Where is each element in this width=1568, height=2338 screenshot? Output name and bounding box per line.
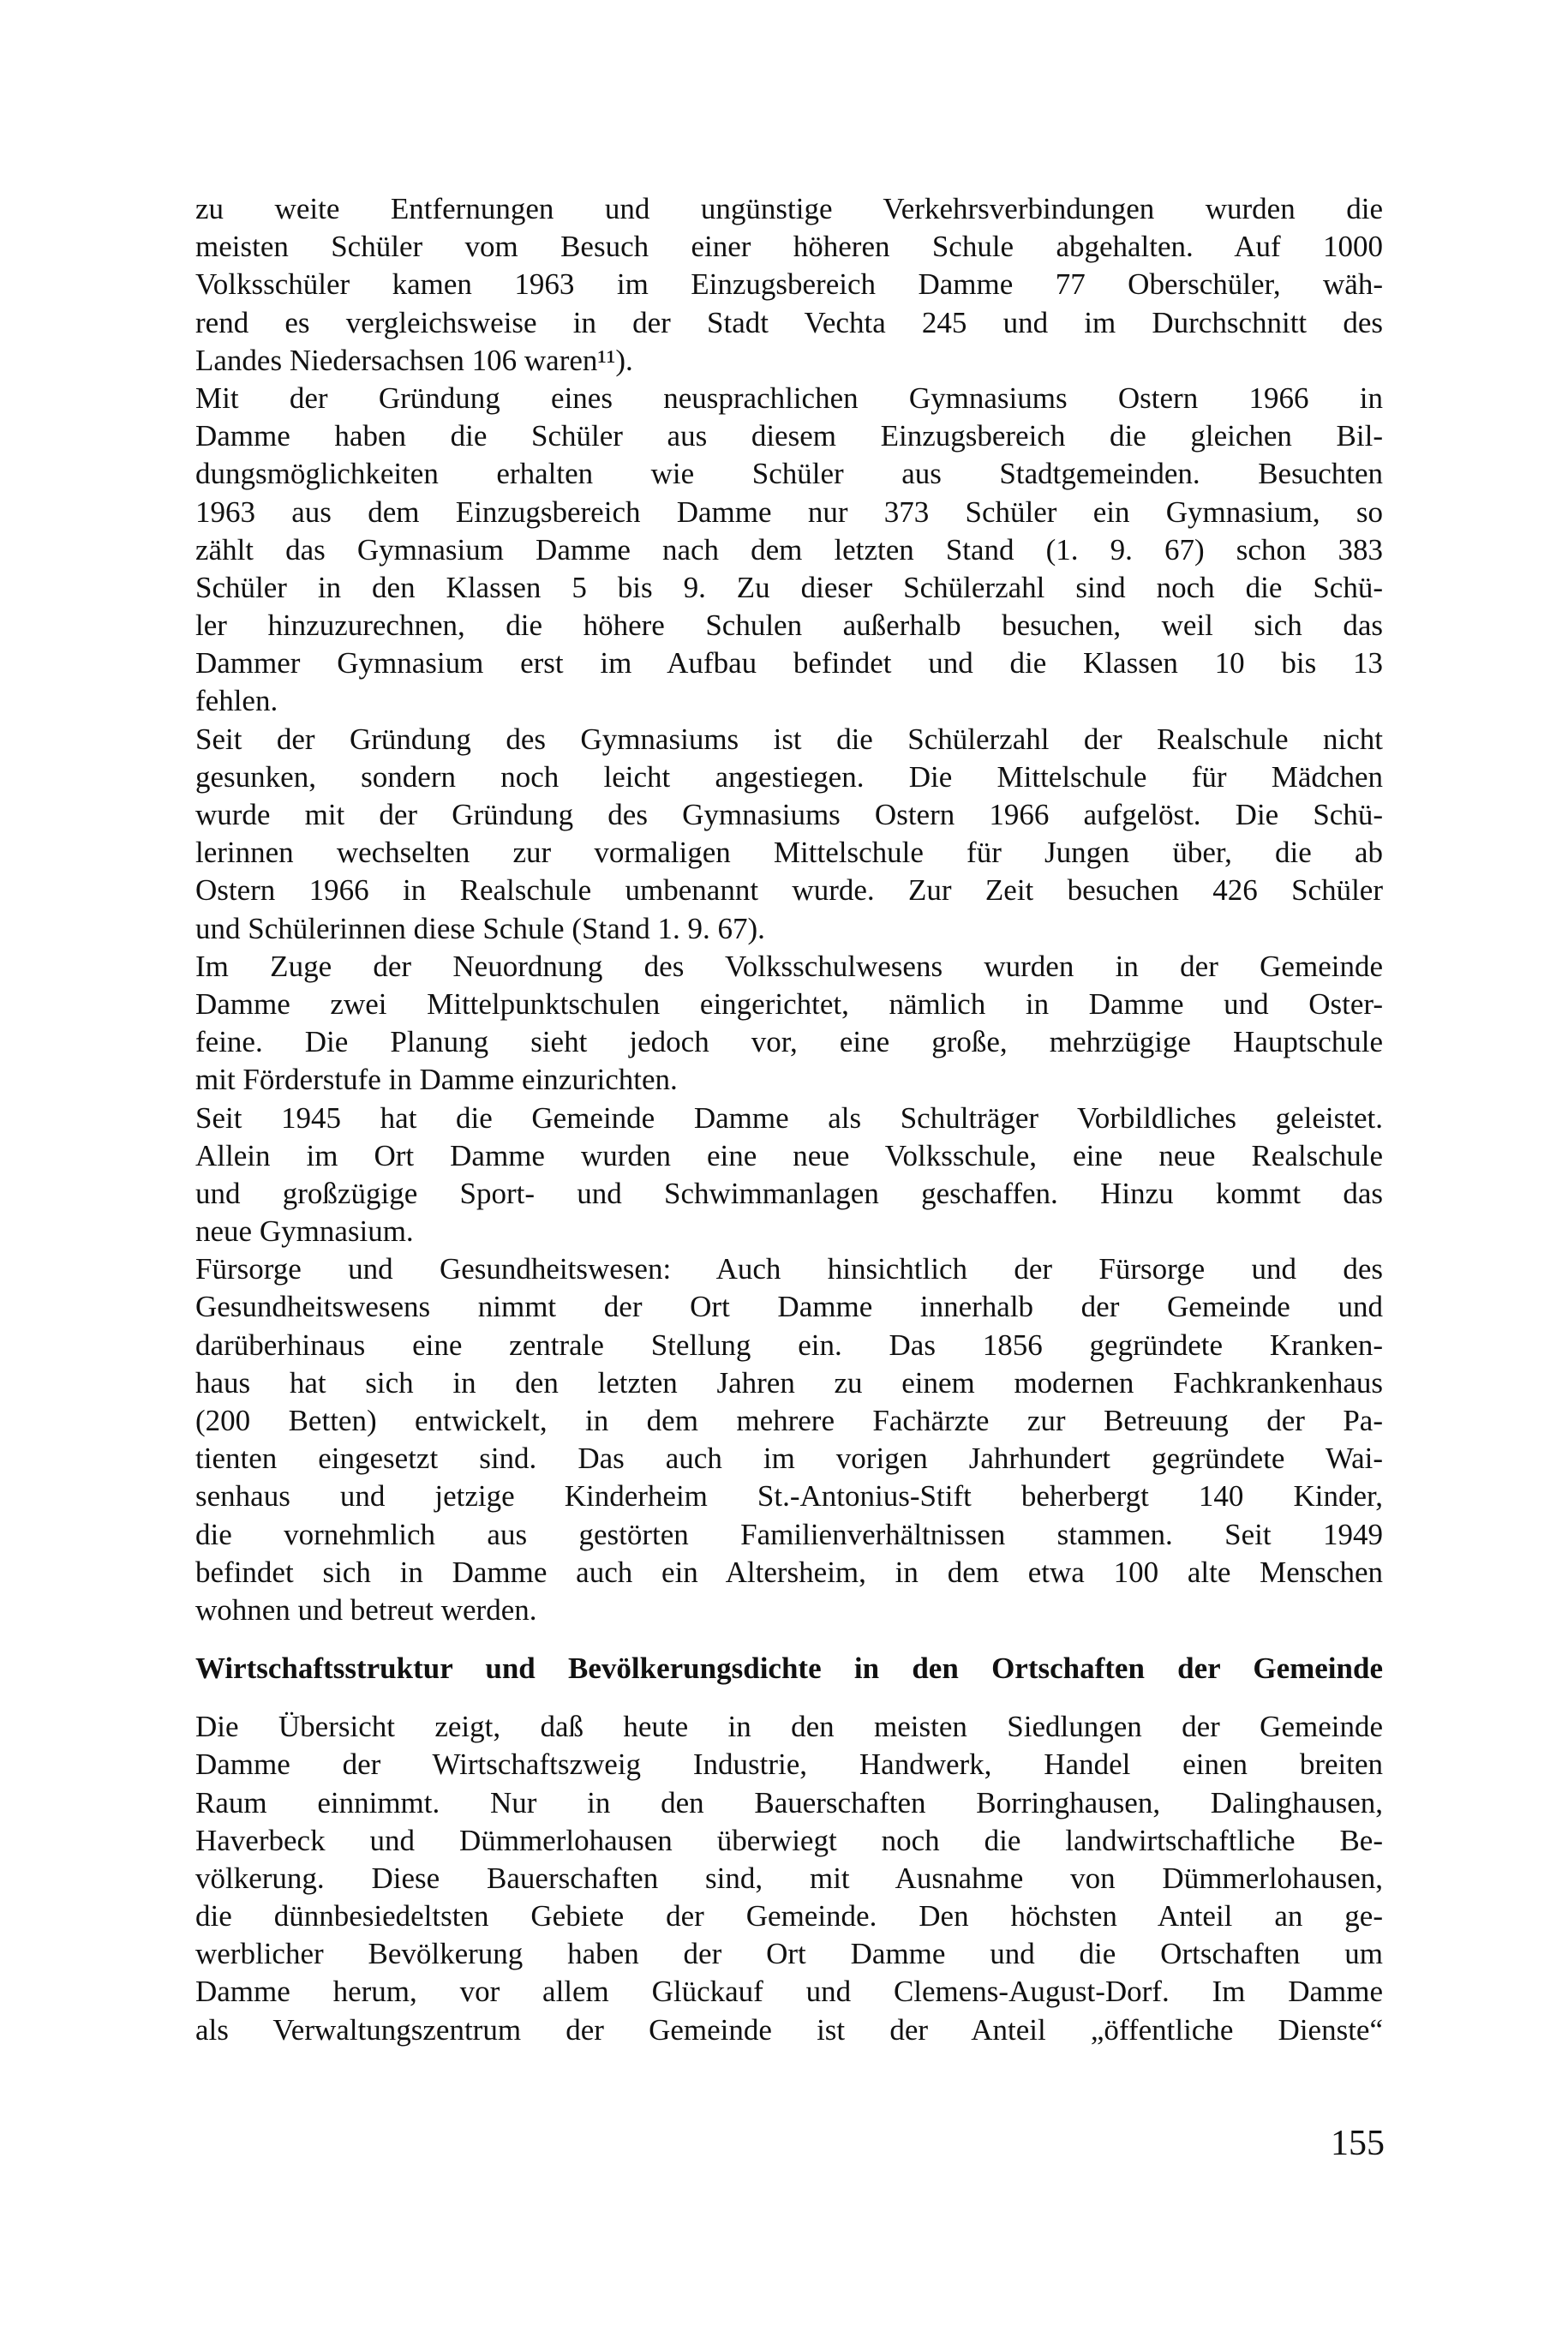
text-line: Dammer Gymnasium erst im Aufbau befindet und die Klassen 10 bis 13 bbox=[195, 646, 1383, 680]
text-line: darüberhinaus eine zentrale Stellung ein. Das 1856 gegründete Kranken- bbox=[195, 1328, 1383, 1362]
text-line: Seit der Gründung des Gymnasiums ist die Schülerzahl der Realschule nicht bbox=[195, 722, 1383, 756]
text-line: haus hat sich in den letzten Jahren zu einem modernen Fachkrankenhaus bbox=[195, 1365, 1383, 1400]
text-line: Damme haben die Schüler aus diesem Einzugsbereich die gleichen Bil- bbox=[195, 419, 1383, 453]
text-line: und Schülerinnen diese Schule (Stand 1. 9. 67). bbox=[195, 911, 765, 945]
text-line: Volksschüler kamen 1963 im Einzugsbereich Damme 77 Oberschüler, wäh- bbox=[195, 267, 1383, 302]
text-line: werblicher Bevölkerung haben der Ort Damme und die Ortschaften um bbox=[195, 1937, 1383, 1971]
text-line: senhaus und jetzige Kinderheim St.-Antonius-Stift beherbergt 140 Kinder, bbox=[195, 1479, 1383, 1514]
text-line: (200 Betten) entwickelt, in dem mehrere Fachärzte zur Betreuung der Pa- bbox=[195, 1404, 1383, 1437]
text-line: tienten eingesetzt sind. Das auch im vorigen Jahrhundert gegründete Wai- bbox=[195, 1442, 1383, 1476]
text-line: lerinnen wechselten zur vormaligen Mittelschule für Jungen über, die ab bbox=[195, 836, 1383, 870]
text-line: die dünnbesiedeltsten Gebiete der Gemeinde. Den höchsten Anteil an ge- bbox=[195, 1899, 1383, 1933]
text-line: rend es vergleichsweise in der Stadt Vechta 245 und im Durchschnitt des bbox=[195, 305, 1383, 339]
text-line: Haverbeck und Dümmerlohausen überwiegt noch die landwirtschaftliche Be- bbox=[195, 1823, 1383, 1857]
text-line: Allein im Ort Damme wurden eine neue Volksschule, eine neue Realschule bbox=[195, 1138, 1383, 1172]
paragraph-1 bbox=[195, 190, 1383, 380]
text-line: feine. Die Planung sieht jedoch vor, eine große, mehrzügige Hauptschule bbox=[195, 1025, 1383, 1059]
text-line: Im Zuge der Neuordnung des Volksschulwesens wurden in der Gemeinde bbox=[195, 949, 1383, 983]
text-line: Fürsorge und Gesundheitswesen: Auch hinsichtlich der Fürsorge und des bbox=[195, 1252, 1383, 1286]
text-line: Seit 1945 hat die Gemeinde Damme als Schulträger Vorbildliches geleistet. bbox=[195, 1100, 1383, 1135]
text-line: Damme zwei Mittelpunktschulen eingerichtet, nämlich in Damme und Oster- bbox=[195, 986, 1383, 1021]
text-line: Landes Niedersachsen 106 waren¹¹). bbox=[195, 343, 633, 377]
text-line: ler hinzuzurechnen, die höhere Schulen außerhalb besuchen, weil sich das bbox=[195, 608, 1383, 643]
text-line: dungsmöglichkeiten erhalten wie Schüler aus Stadtgemeinden. Besuchten bbox=[195, 457, 1383, 491]
paragraph-3 bbox=[195, 721, 1383, 948]
text-line: völkerung. Diese Bauerschaften sind, mit Ausnahme von Dümmerlohausen, bbox=[195, 1861, 1383, 1895]
text-line: Damme der Wirtschaftszweig Industrie, Handwerk, Handel einen breiten bbox=[195, 1748, 1383, 1782]
text-line: als Verwaltungszentrum der Gemeinde ist der Anteil „öffentliche Dienste“ bbox=[195, 2012, 1383, 2047]
text-line: Raum einnimmt. Nur in den Bauerschaften Borringhausen, Dalinghausen, bbox=[195, 1785, 1383, 1819]
text-line: Mit der Gründung eines neusprachlichen Gymnasiums Ostern 1966 in bbox=[195, 381, 1383, 415]
text-line: die vornehmlich aus gestörten Familienverhältnissen stammen. Seit 1949 bbox=[195, 1517, 1383, 1551]
text-line: Damme herum, vor allem Glückauf und Clemens-August-Dorf. Im Damme bbox=[195, 1975, 1383, 2009]
text-line: Ostern 1966 in Realschule umbenannt wurde. Zur Zeit besuchen 426 Schüler bbox=[195, 873, 1383, 908]
paragraph-2 bbox=[195, 380, 1383, 721]
text-line: meisten Schüler vom Besuch einer höheren Schule abgehalten. Auf 1000 bbox=[195, 230, 1383, 264]
text-line: befindet sich in Damme auch ein Altersheim, in dem etwa 100 alte Menschen bbox=[195, 1555, 1383, 1589]
text-line: wurde mit der Gründung des Gymnasiums Ostern 1966 aufgelöst. Die Schü- bbox=[195, 798, 1383, 831]
text-line: fehlen. bbox=[195, 684, 278, 718]
text-line: zu weite Entfernungen und ungünstige Verkehrsverbindungen wurden die bbox=[195, 192, 1383, 225]
text-line: und großzügige Sport- und Schwimmanlagen geschaffen. Hinzu kommt das bbox=[195, 1176, 1383, 1210]
text-line: Schüler in den Klassen 5 bis 9. Zu dieser Schülerzahl sind noch die Schü- bbox=[195, 570, 1383, 604]
section-heading: Wirtschaftsstruktur und Bevölkerungsdichte in den Ortschaften der Gemeinde bbox=[195, 1652, 1383, 1686]
text-line: neue Gymnasium. bbox=[195, 1214, 414, 1249]
page-number: 155 bbox=[1331, 2124, 1385, 2163]
text-line: zählt das Gymnasium Damme nach dem letzten Stand (1. 9. 67) schon 383 bbox=[195, 532, 1383, 567]
paragraph-4 bbox=[195, 948, 1383, 1100]
text-line: gesunken, sondern noch leicht angestiegen. Die Mittelschule für Mädchen bbox=[195, 759, 1383, 794]
paragraph-after-heading bbox=[195, 1708, 1383, 2049]
paragraph-6 bbox=[195, 1250, 1383, 1629]
text-line: wohnen und betreut werden. bbox=[195, 1592, 537, 1627]
document-page bbox=[195, 190, 1383, 2049]
text-line: Die Übersicht zeigt, daß heute in den meisten Siedlungen der Gemeinde bbox=[195, 1710, 1383, 1744]
text-line: 1963 aus dem Einzugsbereich Damme nur 373 Schüler ein Gymnasium, so bbox=[195, 495, 1383, 529]
paragraph-5 bbox=[195, 1100, 1383, 1251]
text-line: Gesundheitswesens nimmt der Ort Damme innerhalb der Gemeinde und bbox=[195, 1290, 1383, 1324]
text-line: mit Förderstufe in Damme einzurichten. bbox=[195, 1063, 678, 1097]
